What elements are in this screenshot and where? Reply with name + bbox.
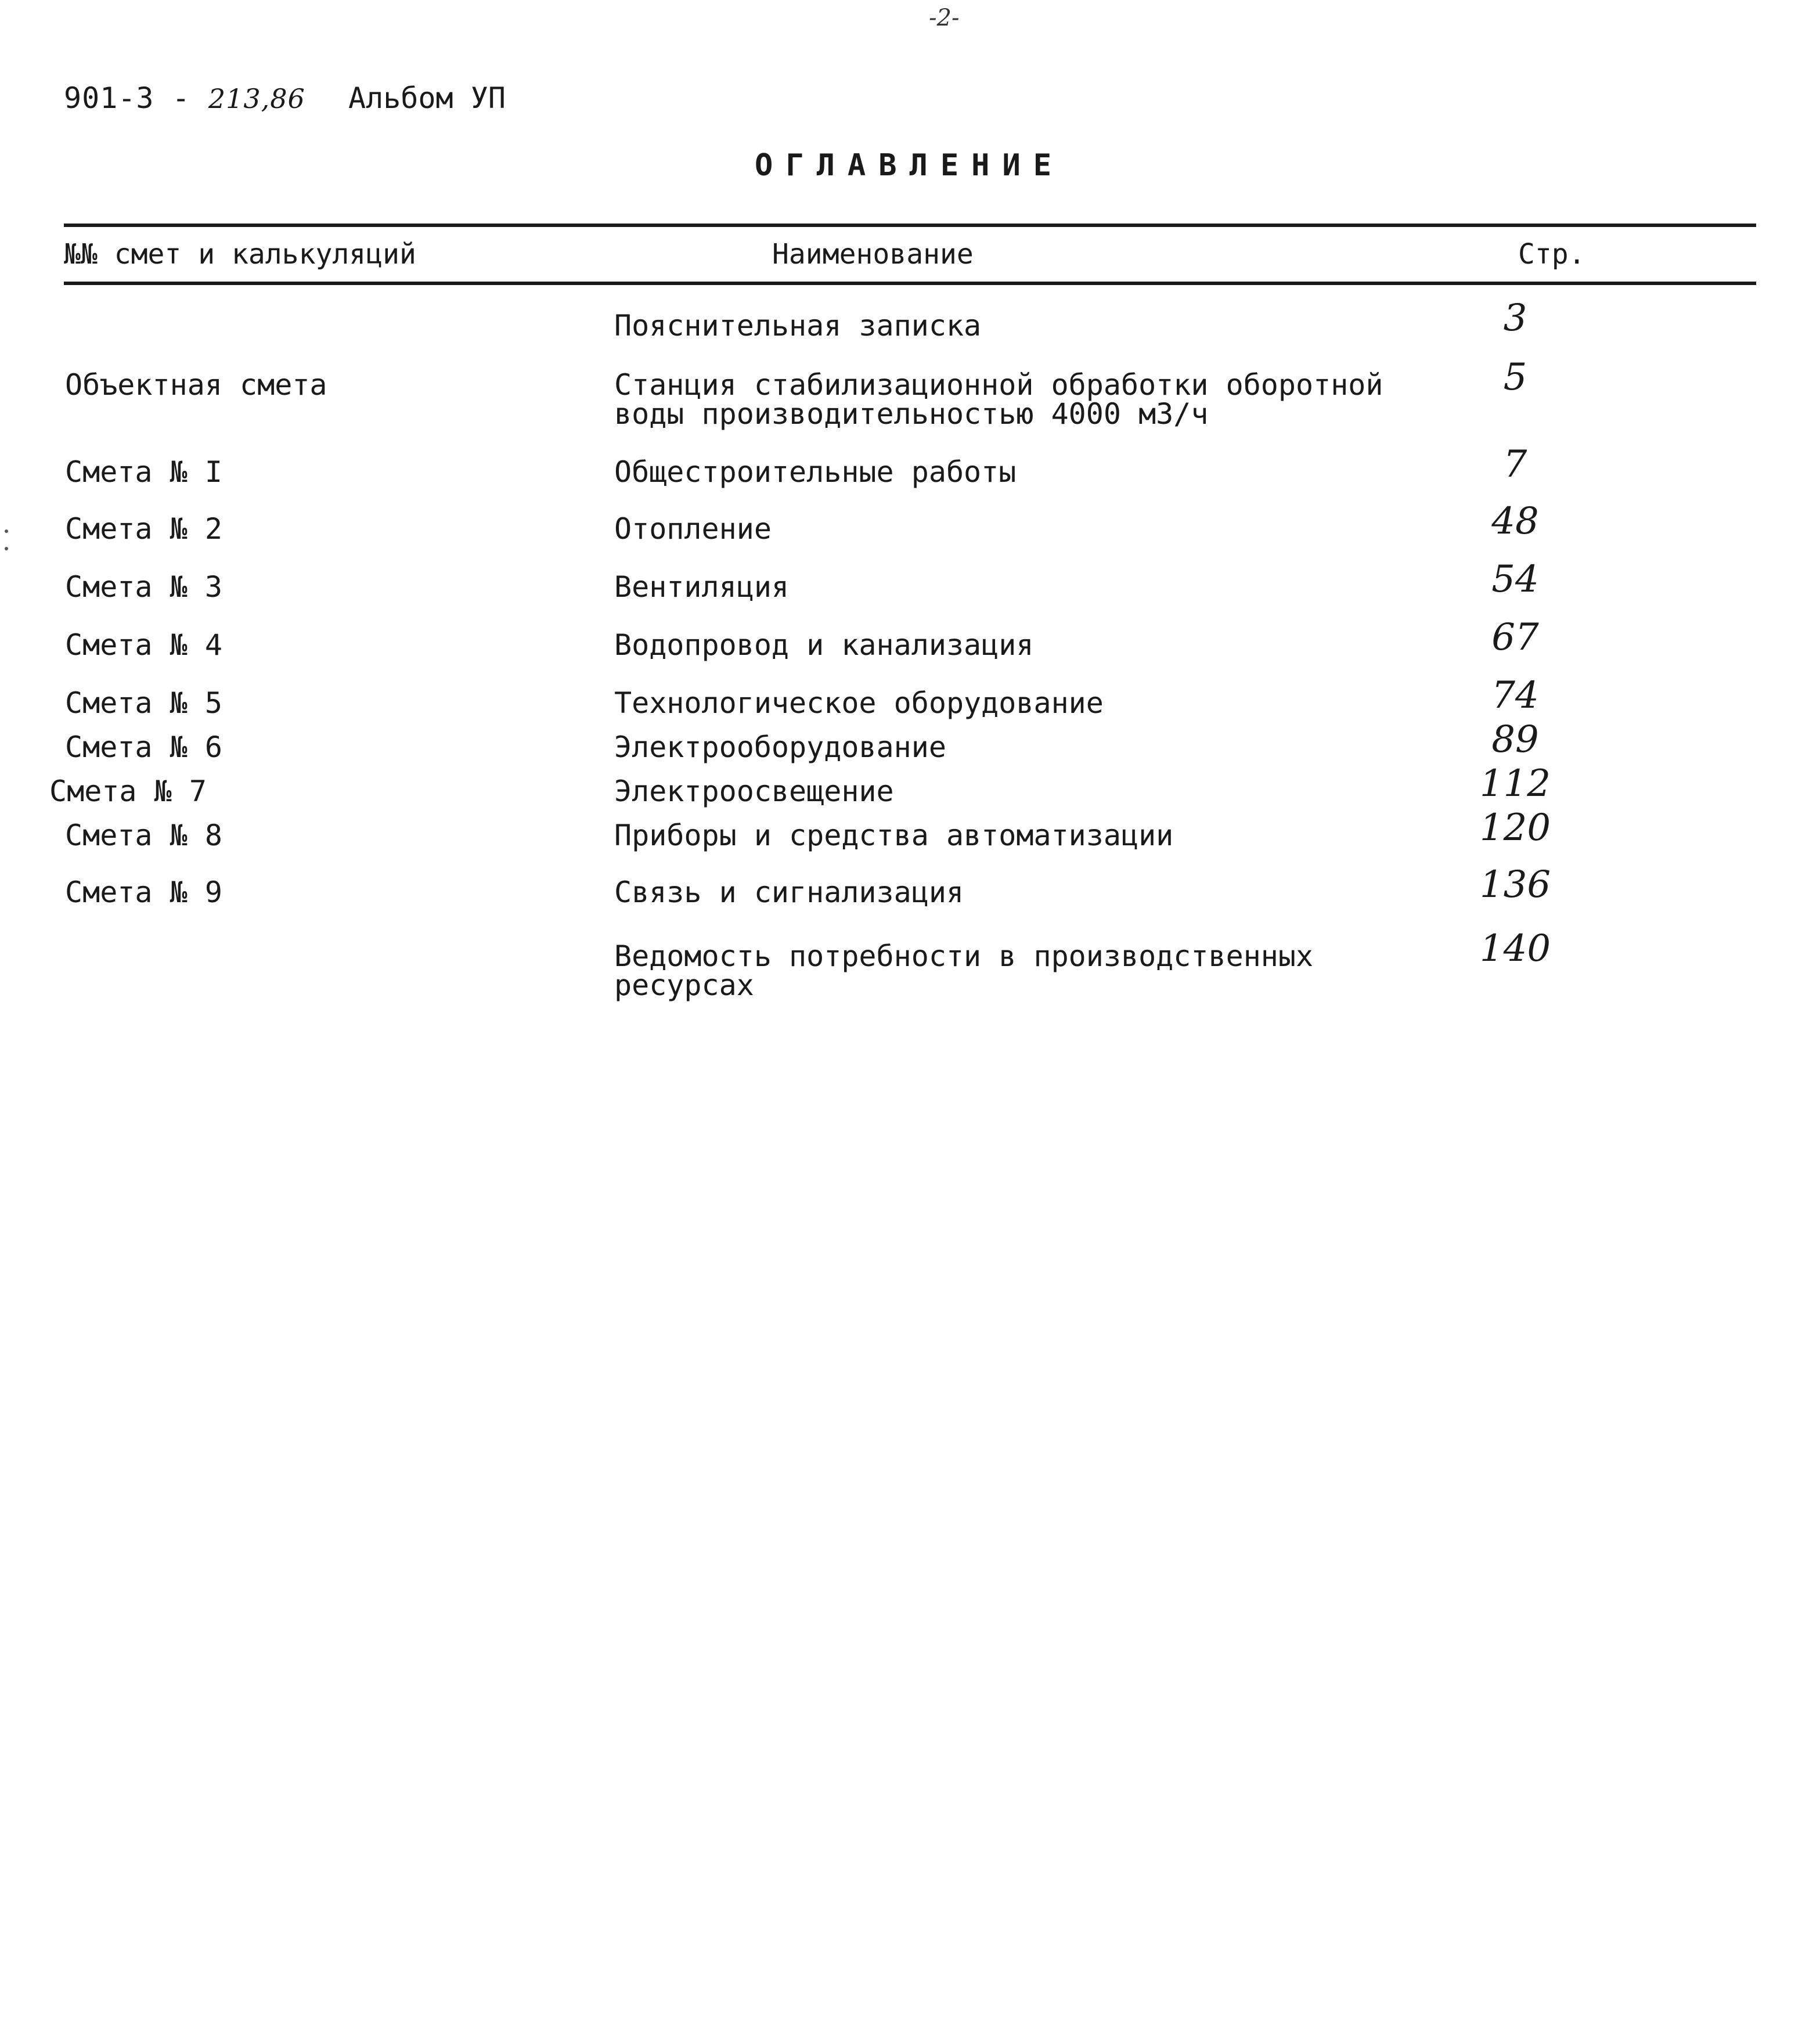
row-code: Смета № 7 [49, 774, 207, 808]
table-top-rule [64, 224, 1756, 227]
row-page: 3 [1503, 297, 1527, 340]
document-number [64, 81, 305, 115]
row-name: Технологическое оборудование [614, 686, 1104, 720]
row-name: Станция стабилизационной обработки оборотной воды производительностью 4000 м3/ч [614, 368, 1383, 431]
document-number-handwritten: 213,86 [208, 83, 305, 114]
row-name: Приборы и средства автоматизации [614, 819, 1174, 852]
row-name: Отопление [614, 512, 772, 546]
row-code: Объектная смета [65, 368, 327, 402]
scan-margin-mark [5, 529, 8, 533]
row-page: 74 [1491, 674, 1539, 717]
column-header-estimate-number: №№ смет и калькуляций [64, 238, 416, 271]
page-title: ОГЛАВЛЕНИЕ [755, 148, 1065, 183]
column-header-name: Наименование [772, 238, 974, 271]
row-code: Смета № 9 [65, 875, 222, 909]
row-page: 136 [1479, 863, 1551, 906]
page-mark: -2- [929, 5, 960, 31]
row-page: 7 [1503, 443, 1527, 486]
row-name: Общестроительные работы [614, 455, 1017, 489]
column-header-page: Стр. [1518, 238, 1585, 271]
row-code: Смета № I [65, 455, 222, 489]
row-page: 67 [1491, 616, 1539, 659]
row-page: 140 [1479, 927, 1551, 970]
row-page: 120 [1479, 806, 1551, 849]
row-page: 5 [1503, 356, 1527, 399]
table-header-rule [64, 282, 1756, 285]
row-page: 54 [1491, 558, 1539, 601]
row-name: Связь и сигнализация [614, 875, 964, 909]
row-name: Вентиляция [614, 570, 790, 604]
row-code: Смета № 8 [65, 819, 222, 852]
row-page: 48 [1491, 500, 1539, 543]
row-name: Ведомость потребности в производственных ресурсах [614, 939, 1314, 1002]
row-page: 89 [1491, 718, 1539, 761]
row-code: Смета № 2 [65, 512, 222, 546]
row-name: Водопровод и канализация [614, 628, 1034, 662]
row-code: Смета № 5 [65, 686, 222, 720]
row-code: Смета № 3 [65, 570, 222, 604]
row-name: Пояснительная записка [614, 309, 982, 343]
album-label: Альбом УП [348, 81, 506, 115]
row-code: Смета № 4 [65, 628, 222, 662]
document-number-printed: 901-3 - [64, 81, 208, 115]
row-name: Электрооборудование [614, 730, 946, 764]
scan-margin-mark [5, 547, 8, 550]
row-code: Смета № 6 [65, 730, 222, 764]
row-name: Электроосвещение [614, 774, 894, 808]
row-page: 112 [1479, 762, 1551, 805]
